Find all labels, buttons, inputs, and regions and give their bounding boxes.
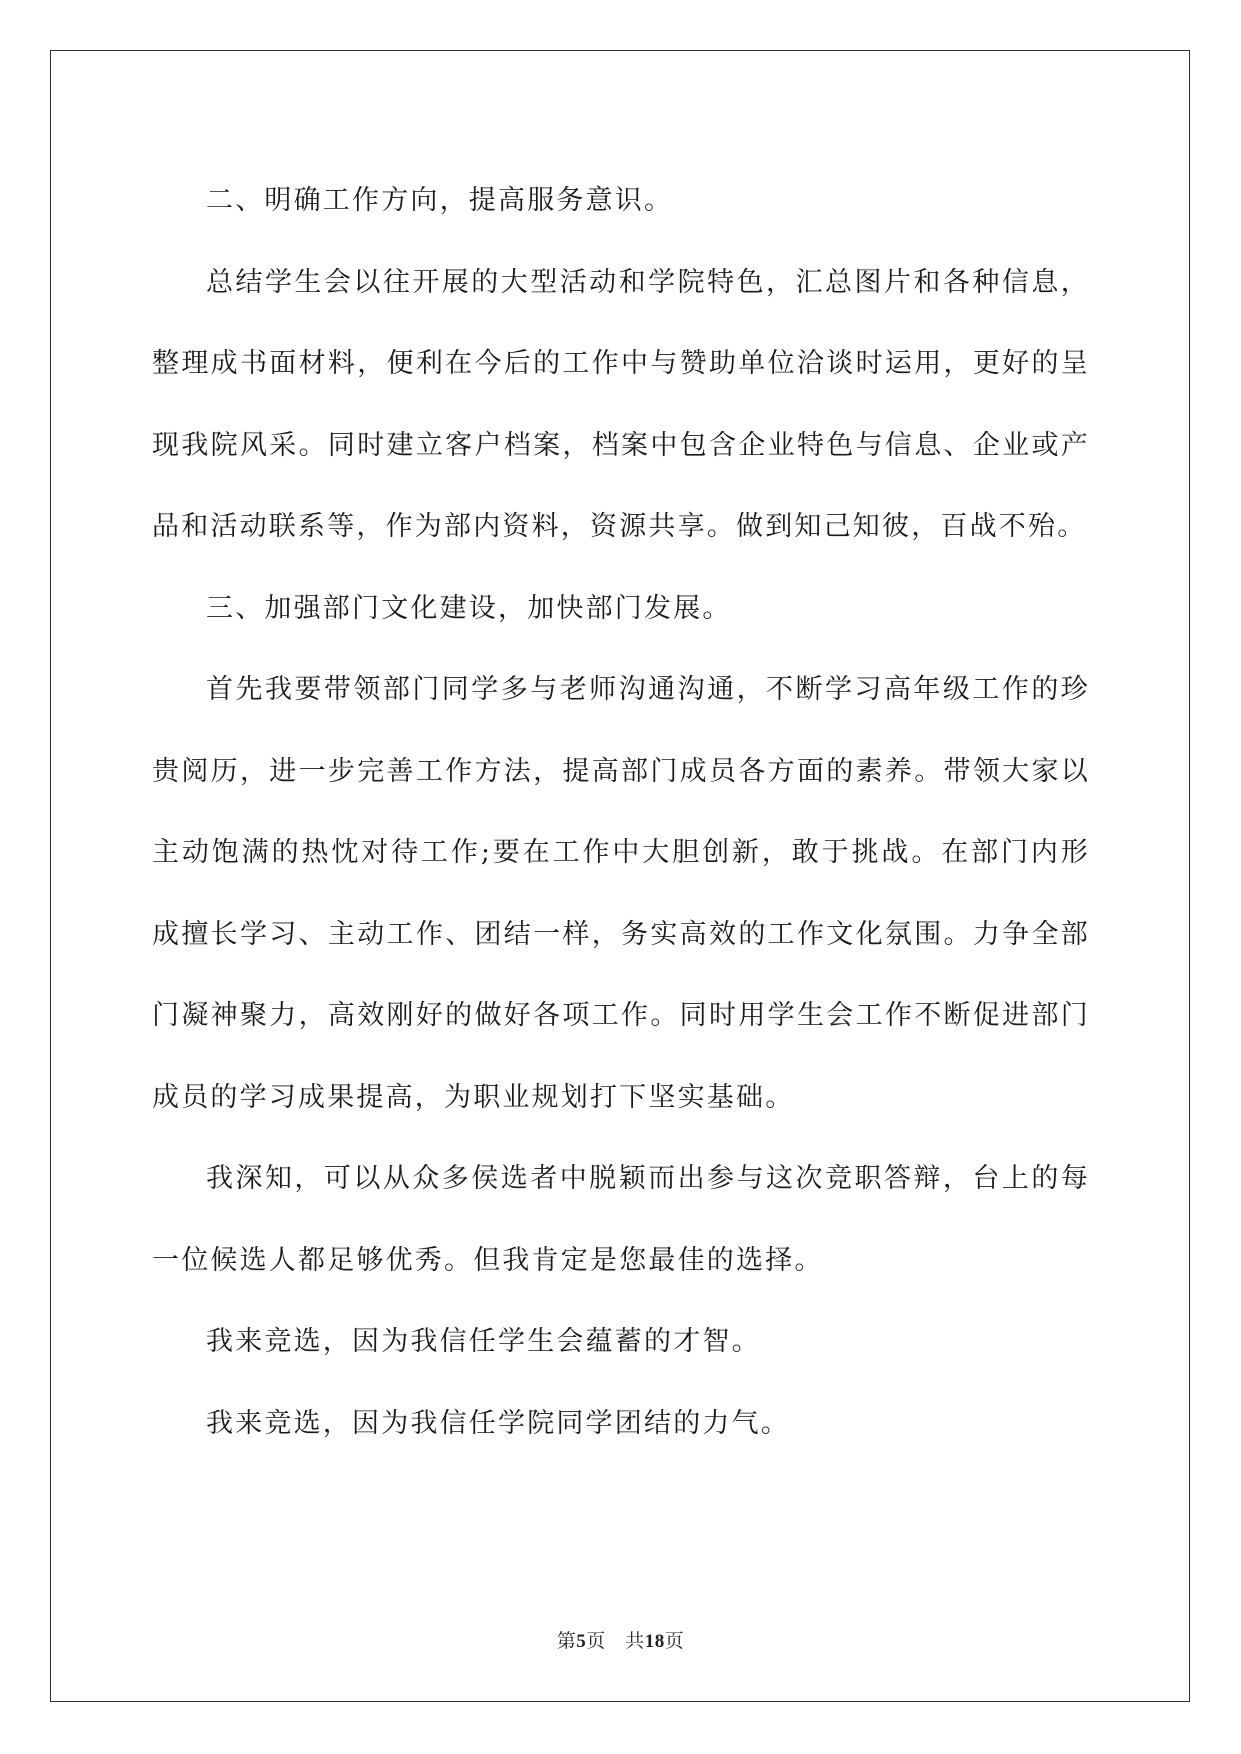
paragraph: 总结学生会以往开展的大型活动和学院特色，汇总图片和各种信息，整理成书面材料，便利在今后的工作中与赞助单位洽谈时运用，更好的呈现我院风采。同时建立客户档案，档案中包含企业特色与信息、企业或产品和活动联系等，作为部内资料，资源共享。做到知己知彼，百战不殆。 — [152, 266, 1090, 542]
paragraph: 我来竞选，因为我信任学生会蕴蓄的才智。 — [206, 1326, 761, 1357]
paragraph-heading-2: 二、明确工作方向，提高服务意识。 — [206, 185, 674, 216]
current-page-number: 5 — [576, 1631, 587, 1652]
paragraph: 我深知，可以从众多侯选者中脱颖而出参与这次竞职答辩，台上的每一位候选人都足够优秀。但我肯定是您最佳的选择。 — [152, 1163, 1090, 1276]
paragraph: 我来竞选，因为我信任学院同学团结的力气。 — [206, 1407, 790, 1439]
total-page-count: 18 — [644, 1631, 665, 1652]
document-body — [152, 160, 1090, 1464]
footer-middle: 页 共 — [586, 1631, 645, 1652]
footer-suffix: 页 — [664, 1631, 685, 1652]
paragraph-heading-3: 三、加强部门文化建设，加快部门发展。 — [206, 592, 732, 624]
page-footer — [0, 1626, 1241, 1653]
paragraph: 首先我要带领部门同学多与老师沟通沟通，不断学习高年级工作的珍贵阅历，进一步完善工作方法，提高部门成员各方面的素养。带领大家以主动饱满的热忱对待工作;要在工作中大胆创新，敢于挑战。在部门内形成擅长学习、主动工作、团结一样，务实高效的工作文化氛围。力争全部门凝神聚力，高效刚好的做好各项工作。同时用学生会工作不断促进部门成员的学习成果提高，为职业规划打下坚实基础。 — [152, 674, 1090, 1113]
footer-prefix: 第 — [556, 1631, 577, 1652]
